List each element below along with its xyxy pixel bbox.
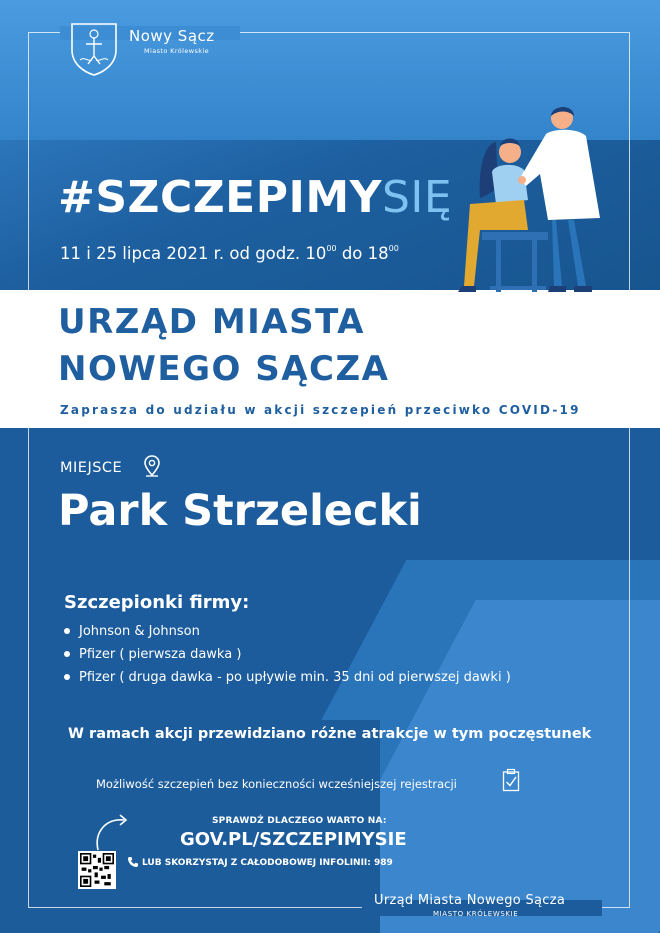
qr-code[interactable] — [78, 851, 116, 889]
place-name: Park Strzelecki — [58, 486, 422, 536]
event-date — [60, 244, 399, 263]
time-start-sup: 00 — [326, 244, 337, 253]
website-link[interactable]: GOV.PL/SZCZEPIMYSIE — [180, 829, 407, 850]
vaccines-title: Szczepionki firmy: — [64, 592, 250, 613]
check-label: SPRAWDŹ DLACZEGO WARTO NA: — [212, 816, 387, 826]
coat-of-arms-icon — [68, 20, 120, 76]
list-item: Pfizer ( druga dawka - po upływie min. 35 dni od pierwszej dawki ) — [64, 666, 511, 689]
curved-arrow-icon — [92, 812, 132, 854]
no-registration-text: Możliwość szczepień bez konieczności wcześniejszej rejestracji — [96, 777, 457, 791]
qr-code-icon — [80, 853, 114, 887]
city-name: Nowy Sącz — [129, 27, 215, 45]
organizer-title-line1: URZĄD MIASTA — [58, 302, 365, 342]
hotline-text: LUB SKORZYSTAJ Z CAŁODOBOWEJ INFOLINII: 989 — [142, 858, 393, 868]
list-item: Johnson & Johnson — [64, 620, 511, 643]
hashtag-main: #SZCZEPIMY — [58, 172, 382, 223]
nurse-vaccinating-patient-illustration — [440, 100, 620, 300]
date-to: do 18 — [336, 244, 389, 263]
date-text: 11 i 25 lipca 2021 r. od godz. 10 — [60, 244, 327, 263]
organizer-title-line2: NOWEGO SĄCZA — [58, 349, 390, 389]
clipboard-check-icon — [502, 768, 520, 792]
invitation-text: Zaprasza do udziału w akcji szczepień przeciwko COVID-19 — [60, 403, 581, 417]
footer-title: Urząd Miasta Nowego Sącza — [374, 893, 566, 908]
list-item: Pfizer ( pierwsza dawka ) — [64, 643, 511, 666]
vaccines-list — [64, 620, 511, 689]
location-pin-icon — [143, 455, 161, 477]
footer-subtitle: MIASTO KRÓLEWSKIE — [433, 910, 519, 918]
city-subtitle: Miasto Królewskie — [144, 47, 210, 55]
phone-icon — [127, 856, 139, 868]
attractions-text: W ramach akcji przewidziano różne atrakcje w tym poczęstunek — [68, 726, 592, 742]
hashtag-title — [58, 172, 452, 223]
time-end-sup: 00 — [388, 244, 399, 253]
hashtag-light: SIĘ — [381, 172, 453, 223]
decorative-shape — [0, 720, 380, 933]
place-label: MIEJSCE — [60, 460, 123, 476]
